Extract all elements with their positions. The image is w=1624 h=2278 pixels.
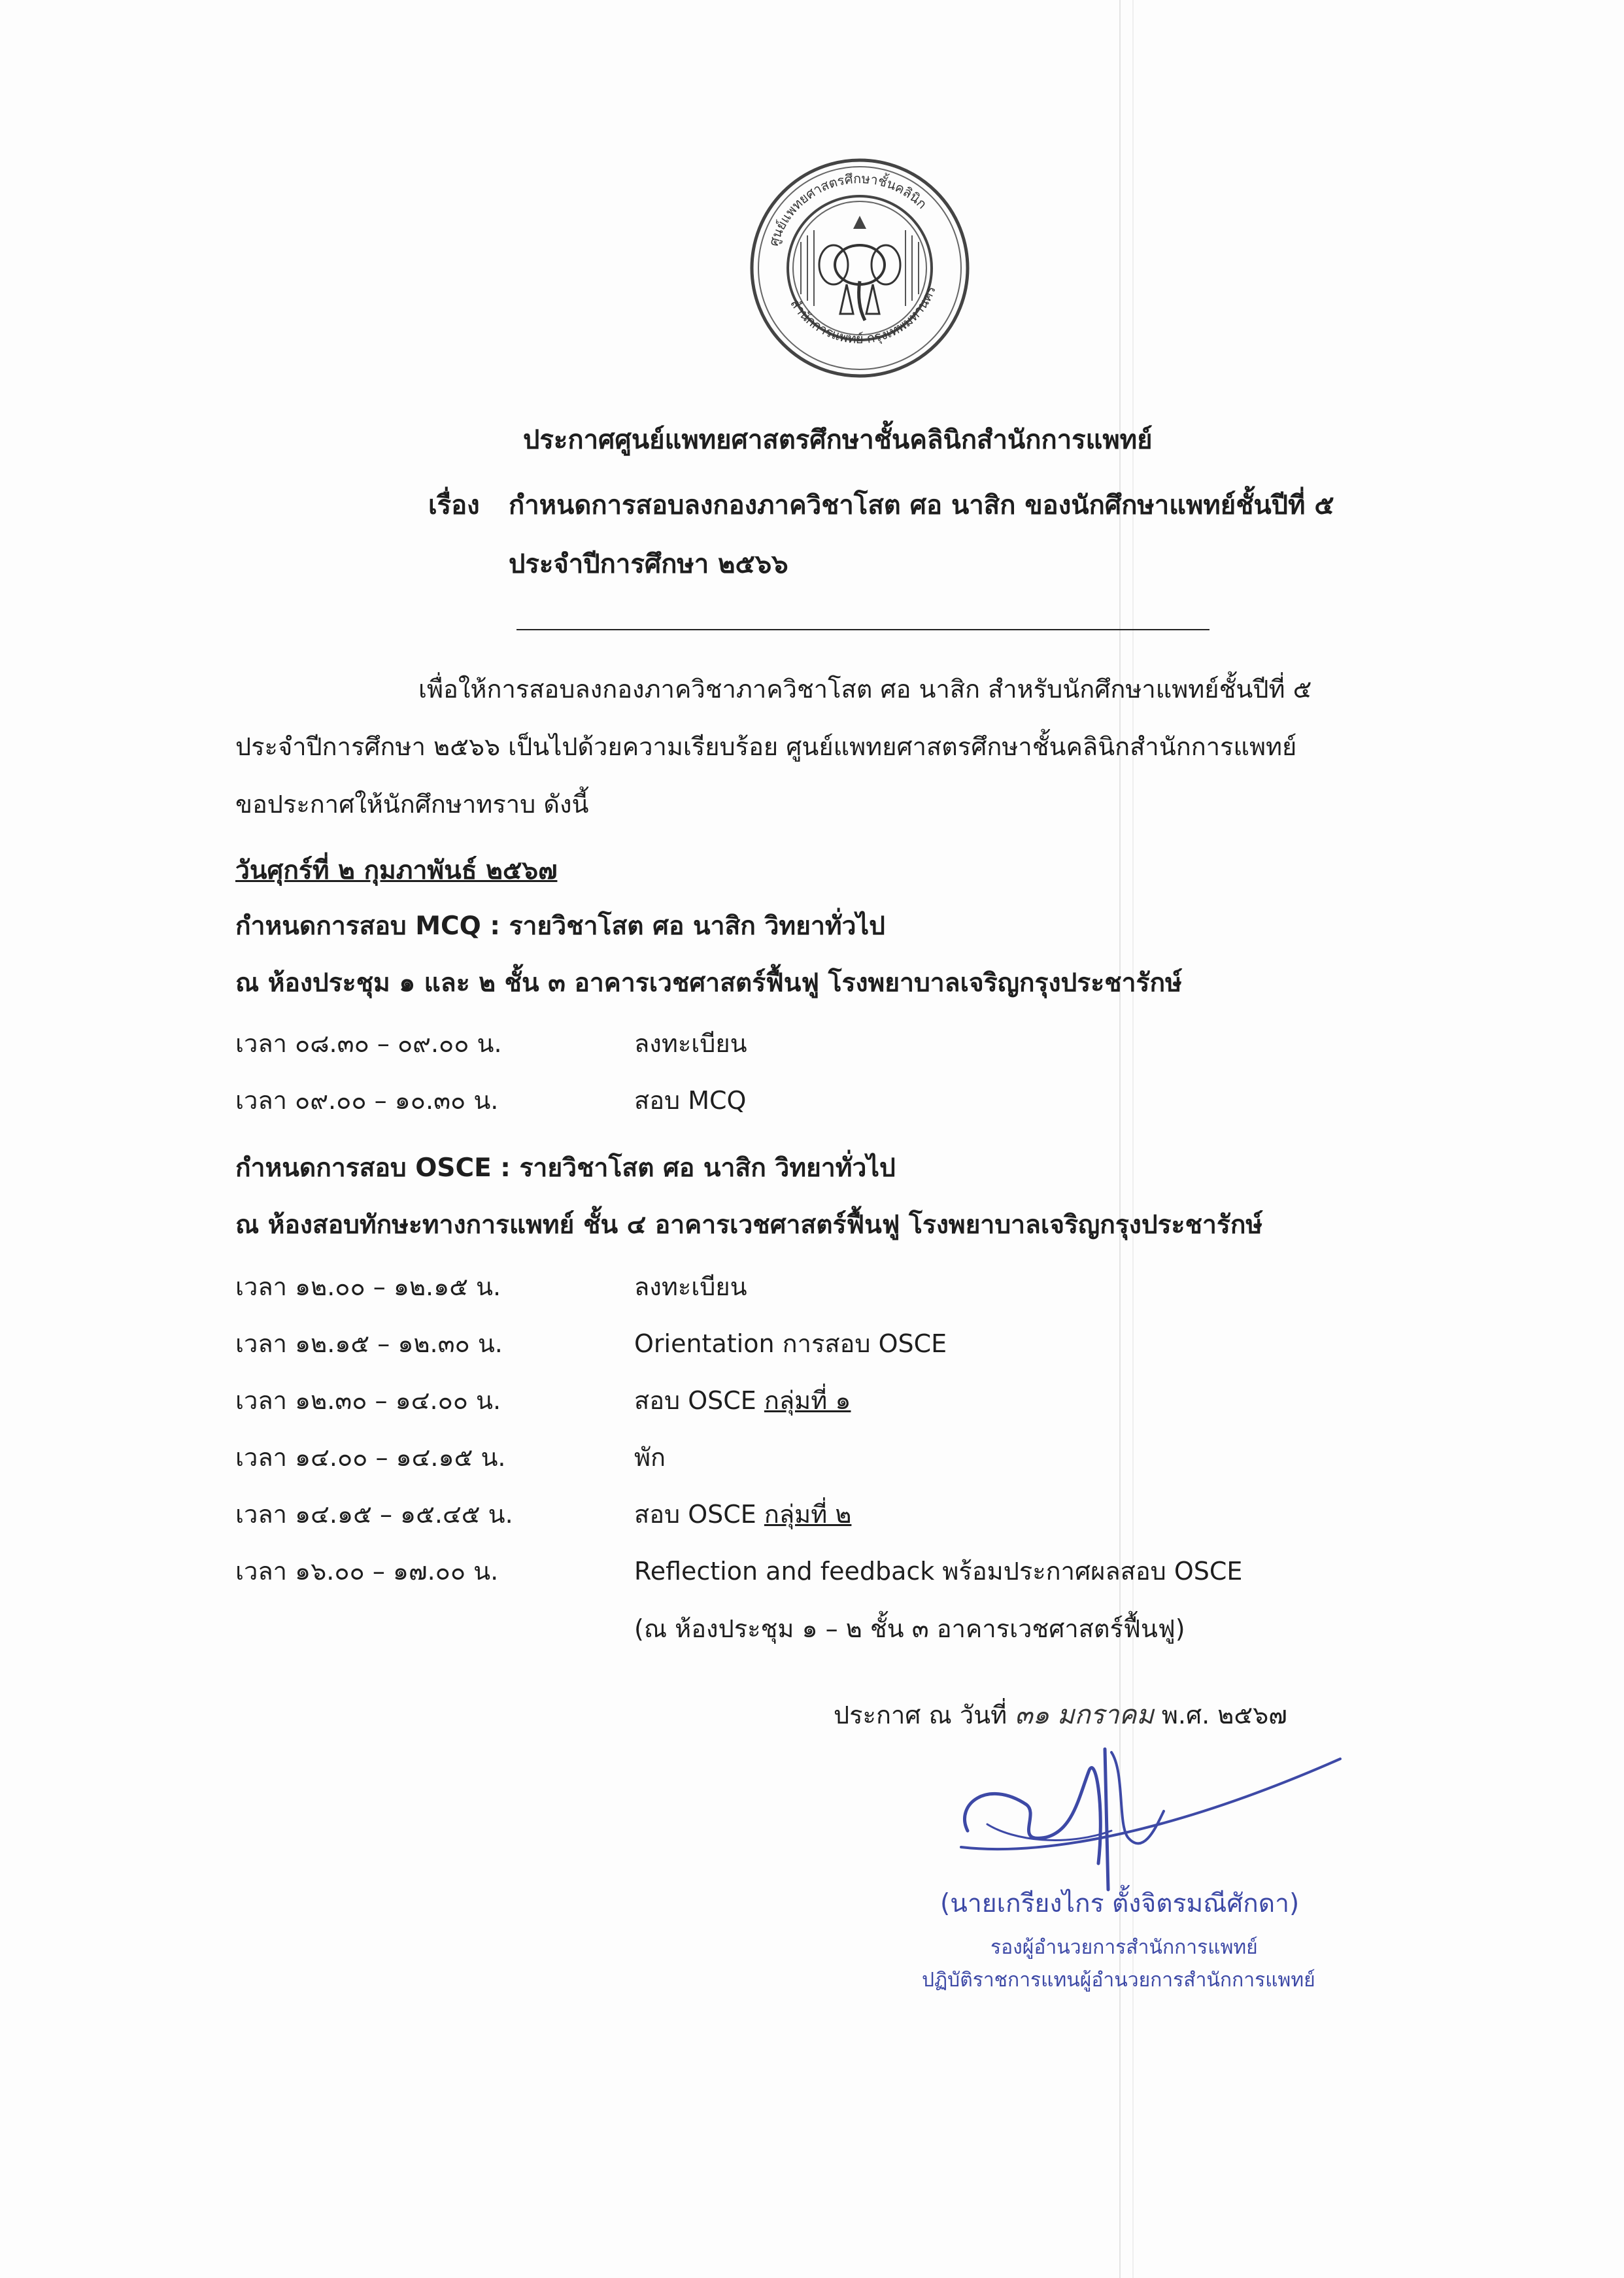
osce-heading: กำหนดการสอบ OSCE : รายวิชาโสต ศอ นาสิก วิทยาทั่วไป [235,1153,896,1183]
schedule-time: เวลา ๐๘.๓๐ – ๐๙.๐๐ น. [235,1029,502,1058]
signer-position-1: รองผู้อำนวยการสำนักการแพทย์ [990,1936,1258,1959]
schedule-time: เวลา ๑๔.๑๕ – ๑๕.๔๕ น. [235,1500,513,1529]
schedule-time: เวลา ๐๙.๐๐ – ๑๐.๓๐ น. [235,1086,499,1115]
announce-prefix: ประกาศ ณ วันที่ [834,1701,1007,1729]
schedule-time: เวลา ๑๒.๑๕ – ๑๒.๓๐ น. [235,1329,503,1358]
svg-text:ศูนย์แพทยศาสตรศึกษาชั้นคลินิก: ศูนย์แพทยศาสตรศึกษาชั้นคลินิก [765,170,930,248]
header-divider [516,629,1210,630]
subject-line-2: ประจำปีการศึกษา ๒๕๖๖ [509,549,788,579]
schedule-row [235,1023,747,1063]
intro-line-3: ขอประกาศให้นักศึกษาทราบ ดังนี้ [235,790,589,819]
schedule-group: กลุ่มที่ ๒ [764,1500,852,1529]
schedule-activity: สอบ MCQ [634,1086,747,1115]
schedule-time: เวลา ๑๒.๐๐ – ๑๒.๑๕ น. [235,1272,501,1301]
mcq-heading: กำหนดการสอบ MCQ : รายวิชาโสต ศอ นาสิก วิทยาทั่วไป [235,911,885,941]
schedule-time: เวลา ๑๔.๐๐ – ๑๔.๑๕ น. [235,1443,506,1472]
schedule-row [235,1380,851,1420]
schedule-row [235,1437,666,1477]
intro-line-2: ประจำปีการศึกษา ๒๕๖๖ เป็นไปด้วยความเรียบร้อย ศูนย์แพทยศาสตรศึกษาชั้นคลินิกสำนักการแพทย์ [235,732,1297,761]
schedule-time: เวลา ๑๒.๓๐ – ๑๔.๐๐ น. [235,1386,501,1415]
schedule-activity: ลงทะเบียน [634,1272,747,1301]
handwritten-month: มกราคม [1057,1700,1154,1730]
intro-line-1: เพื่อให้การสอบลงกองภาควิชาภาควิชาโสต ศอ นาสิก สำหรับนักศึกษาแพทย์ชั้นปีที่ ๕ [418,675,1312,704]
schedule-activity: Orientation การสอบ OSCE [634,1329,947,1358]
signer-name: (นายเกรียงไกร ตั้งจิตรมณีศักดา) [940,1889,1300,1918]
schedule-row [235,1551,1242,1591]
osce-location: ณ ห้องสอบทักษะทางการแพทย์ ชั้น ๔ อาคารเวชศาสตร์ฟื้นฟู โรงพยาบาลเจริญกรุงประชารักษ์ [235,1210,1263,1240]
subject-label: เรื่อง [428,490,480,520]
handwritten-signature [948,1733,1353,1896]
exam-date-heading: วันศุกร์ที่ ๒ กุมภาพันธ์ ๒๕๖๗ [235,856,558,885]
elephant-seal-icon [749,157,971,379]
schedule-activity: ลงทะเบียน [634,1029,747,1058]
schedule-activity: สอบ OSCE [634,1500,764,1529]
schedule-activity: Reflection and feedback พร้อมประกาศผลสอบ OSCE [634,1557,1243,1586]
schedule-row [235,1494,851,1534]
announce-year: พ.ศ. ๒๕๖๗ [1161,1701,1287,1729]
schedule-row [235,1266,747,1306]
intro-paragraph [235,660,1478,833]
subject-line-1: กำหนดการสอบลงกองภาควิชาโสต ศอ นาสิก ของนักศึกษาแพทย์ชั้นปีที่ ๕ [509,490,1334,520]
schedule-row [235,1080,746,1120]
schedule-row [235,1323,947,1363]
schedule-activity: พัก [634,1443,666,1472]
announcement-title: ประกาศศูนย์แพทยศาสตรศึกษาชั้นคลินิกสำนักการแพทย์ [523,425,1153,455]
svg-text:สำนักการแพทย์ กรุงเทพมหานคร: สำนักการแพทย์ กรุงเทพมหานคร [787,283,939,347]
mcq-location: ณ ห้องประชุม ๑ และ ๒ ชั้น ๓ อาคารเวชศาสตร์ฟื้นฟู โรงพยาบาลเจริญกรุงประชารักษ์ [235,968,1182,998]
signer-position-2: ปฏิบัติราชการแทนผู้อำนวยการสำนักการแพทย์ [922,1969,1315,1992]
handwritten-day: ๓๑ [1015,1700,1050,1730]
schedule-group: กลุ่มที่ ๑ [764,1386,851,1415]
schedule-activity: สอบ OSCE [634,1386,764,1415]
schedule-time: เวลา ๑๖.๐๐ – ๑๗.๐๐ น. [235,1557,499,1586]
announcement-date [834,1693,1287,1735]
feedback-location-note: (ณ ห้องประชุม ๑ – ๒ ชั้น ๓ อาคารเวชศาสตร์ฟื้นฟู) [634,1614,1185,1643]
